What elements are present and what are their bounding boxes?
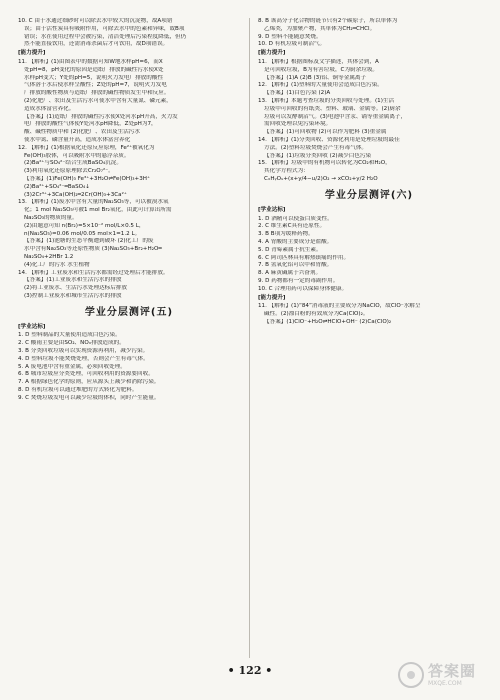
equation-line: CₓHᵧOᵤ+(x+y/4−u/2)O₂ → xCO₂+y/2 H₂O [264, 175, 378, 182]
text-line: 8. D 有机垃圾可以通过堆肥的方式转化为肥料。 [18, 387, 138, 394]
text-line: 5. A 废电池中含有重金属，必须回收处理。 [18, 363, 126, 370]
text-line: 13. 【解析】本题考查垃圾的分类回收与处理。(1)生活 [258, 97, 395, 104]
text-line: 化；1 mol Na₂SO₃可被1 mol Br₂氧化，由此可计算出所需 [24, 207, 172, 214]
section-label: [能力提升] [258, 294, 286, 301]
text-line: (2)将工业废水、生活污水处理达标后排放 [24, 285, 128, 292]
text-line: (4)化工厂的污水 水生植物 [24, 261, 90, 268]
text-line: 需回收处理以免污染环境。 [264, 121, 332, 128]
text-line: 4. A 胃酸的主要成分是盐酸。 [258, 238, 333, 245]
text-line: 9. D 药物都有一定的毒副作用。 [258, 277, 339, 284]
text-line: 5. D 青霉素属于抗生素。 [258, 246, 322, 253]
text-line: (3)控制工业废水和城市生活污水的排放 [24, 292, 122, 299]
text-line: n(Na₂SO₃)=0.06 mol/0.05 mol×1=1.2 L。 [24, 230, 141, 237]
text-line: 15. 【解析】垃圾中的有机物可以转化为CO₂和H₂O， [258, 160, 391, 167]
text-line: (2)由题意可知 n(Br₂)=5×10⁻² mol/L×0.5 L， [24, 222, 145, 229]
text-line: 12. 【解析】(1)塑料的大量使用会造成白色污染。 [258, 82, 383, 89]
text-line: 使水中氮、磷含量升高，造成水体富营养化 [24, 136, 131, 143]
section-heading: 学业分层测评(五) [84, 306, 174, 318]
text-line: Fe(OH)₃胶体，可以吸附水中的悬浮杂质。 [24, 152, 130, 159]
text-line: (3)2Cr³⁺+3Ca(OH)₂═2Cr(OH)₃+3Ca²⁺ [24, 191, 127, 198]
text-line: 13. 【解析】(1)废水中含有大量的Na₂SO₃等，可以被溴水氧 [18, 199, 169, 206]
text-line: 14. 【解析】(1)分类回收、资源化利用是处理垃圾的最佳 [258, 136, 400, 143]
text-line: (3)利用氧化还原原理除去Cr₂O₇²⁻。 [24, 168, 114, 175]
text-line: 是可回收垃圾，B为有害垃圾，C为厨余垃圾。 [264, 66, 379, 73]
text-line: 1. D 酒精可以使蛋白质变性。 [258, 215, 333, 222]
text-line: (2)Ba²⁺与SO₄²⁻结合生成BaSO₄沉淀。 [24, 160, 122, 167]
text-line: 12. 【解析】(1)根据氧化还原反应原理，Fe²⁺被氧化为 [18, 144, 155, 151]
text-line: 厂排放的酸性物质与造纸厂排放的碱性物质发生中和反应。 [24, 90, 170, 97]
text-line: 8. A 麻黄碱属于兴奋剂。 [258, 270, 322, 277]
left-lines-a [18, 18, 240, 49]
text-line: 电厂排放的酸性气体使Y处河水pH降低，Z处pH为7， [24, 121, 157, 128]
watermark-text: 答案圈 [428, 662, 477, 680]
text-line: 9. D 塑料不能随意焚烧。 [258, 33, 322, 40]
text-line: 【答案】(1)可回收物 (2)可以作为肥料 (3)重金属 [264, 129, 387, 136]
right-lines-c [258, 216, 480, 294]
text-line: 【答案】(1)垃圾分类回收 (2)减少白色污染 [264, 152, 372, 159]
section-label: [能力提升] [258, 50, 286, 57]
page-number: • 122 • [227, 664, 273, 677]
right-lines-a [258, 18, 480, 49]
text-line: 10. D 有机垃圾可制沼气。 [258, 41, 326, 48]
text-line: 错误；水在使用过程中会被污染，清洁处理后污染程度降低，但仍 [24, 33, 187, 40]
text-line: (2)Ba²⁺+SO₄²⁻═BaSO₄↓ [24, 183, 90, 190]
text-line: 水中含有Na₂SO₃等还原性物质 (3)Na₂SO₃+Br₂+H₂O═ [24, 246, 162, 253]
text-line: 11. 【解析】(1)“84”消毒液的主要成分为NaClO，故ClO⁻水解呈 [258, 303, 421, 310]
text-line: 造成水体富营养化。 [24, 105, 75, 112]
section-heading: 学业分层测评(六) [324, 189, 414, 201]
text-line: 垃圾中可回收的有纸类、塑料、玻璃、金属等。(2)厨余 [264, 105, 401, 112]
text-line: (2)化肥厂、农田及生活污水可使水中含有大量氮、磷元素， [24, 97, 172, 104]
left-column [18, 18, 240, 658]
text-line: Na₂SO₄+2HBr 1.2 [24, 253, 74, 260]
text-line: 水样pH变大；Y处的pH=5，说明火力发电厂排放的酸性 [24, 74, 164, 81]
text-line: Na₂SO₃的物质的量。 [24, 214, 78, 221]
section-label: [学业达标] [18, 323, 46, 330]
text-line: 9. C 焚烧垃圾发电可以减少垃圾的体积，同时产生能量。 [18, 394, 160, 401]
right-column [258, 18, 480, 658]
section-label: [能力提升] [18, 50, 46, 57]
text-line: 处pH=8，pH变化的原因是造纸厂排放的碱性污水使X处 [24, 66, 164, 73]
section-label: [学业达标] [258, 206, 286, 213]
text-line: 方法。(2)塑料垃圾焚烧会产生有毒气体。 [264, 144, 368, 151]
text-line: 误；由于活性炭具有吸附作用，可除去水中的色素和异味，故B项 [24, 25, 185, 32]
left-lines-c [18, 332, 240, 402]
text-line: 垃圾可以发酵制沼气。(3)电池中含汞、镉等重金属离子， [264, 113, 407, 120]
text-line: 8. B 该高分子化合物的链节只有2个碳原子，所以单体为 [258, 18, 398, 24]
text-line: 然不能直接饮用，还需消毒杀菌后才可饮用，故D项错误。 [24, 41, 169, 48]
right-lines-b [258, 59, 480, 184]
watermark-logo-icon [398, 662, 424, 688]
left-lines-b [18, 59, 240, 301]
text-line: 酸、碱性物质中和 (2)化肥厂、农田及生活污水 [24, 129, 140, 136]
text-line: 1. D 塑料制品的大量使用造成白色污染。 [18, 332, 121, 339]
text-line: 【答案】(1)工业废水和生活污水的排放 [24, 277, 122, 284]
text-line: 碱性。(2)漂白粉的有效成分为Ca(ClO)₂。 [264, 311, 369, 318]
text-line: 2. C 酸雨主要是由SO₂、NOₓ排放造成的。 [18, 340, 125, 347]
text-line: 乙烯类，为加聚产物，其单体为CH₂═CHCl。 [264, 25, 376, 32]
text-line: 【答案】(1)Fe(OH)₃ Fe³⁺+3H₂O⇌Fe(OH)₃+3H⁺ [24, 175, 150, 182]
text-line: 11. 【解析】(1)由图表中的数据可知W地水样pH=6，而X [18, 58, 163, 65]
text-line: 10. C 合理用药可以保障身体健康。 [258, 285, 348, 292]
column-divider [249, 18, 250, 658]
text-line: 气体溶于水后使水样呈酸性；Z处的pH=7，说明火力发电 [24, 82, 167, 89]
text-line: 【答案】(1)池塘的生态平衡遭到破坏 (2)化工厂的废 [24, 238, 154, 245]
text-line: 3. B 分类回收垃圾可以实现资源再利用，减少污染。 [18, 348, 149, 355]
text-line: 其化学方程式为： [264, 168, 309, 175]
text-line: 2. C 维生素C具有还原性。 [258, 223, 326, 230]
text-line: 【答案】(1)造纸厂排放的碱性污水使X处河水pH升高，火力发 [24, 113, 178, 120]
text-line: 11. 【解析】根据图标及文字描述，其体会到，A [258, 58, 379, 65]
text-line: 7. B 氢氧化铝可以中和胃酸。 [258, 262, 333, 269]
text-line: 4. D 塑料垃圾不能焚烧处理，否则会产生有毒气体。 [18, 355, 149, 362]
text-line: 【答案】(1)白色污染 (2)A [264, 90, 331, 97]
right-lines-d [258, 303, 480, 326]
text-line: 7. A 根据绿色化学的原则，应从源头上减少和消除污染。 [18, 379, 160, 386]
text-line: 6. B 城市垃圾应分类处理，可回收利用的资源要回收。 [18, 371, 154, 378]
text-line: 3. B B项为缓释药物。 [258, 231, 314, 238]
text-line: 【答案】(1)ClO⁻+H₂O⇌HClO+OH⁻ (2)Ca(ClO)₂ [264, 318, 392, 325]
watermark [398, 658, 490, 694]
text-line: 【答案】(1)A (2)B (3)铝、铜等金属离子 [264, 74, 367, 81]
text-line: 14. 【解析】工业废水和生活污水都需经过处理后才能排放。 [18, 269, 169, 276]
text-line: 6. C 阿司匹林具有解热镇痛的作用。 [258, 254, 350, 261]
text-line: 10. C 由于水通过细砂时可以除去水中较大的沉淀物，故A项错 [18, 18, 173, 24]
watermark-url: MXQE.COM [428, 680, 462, 687]
